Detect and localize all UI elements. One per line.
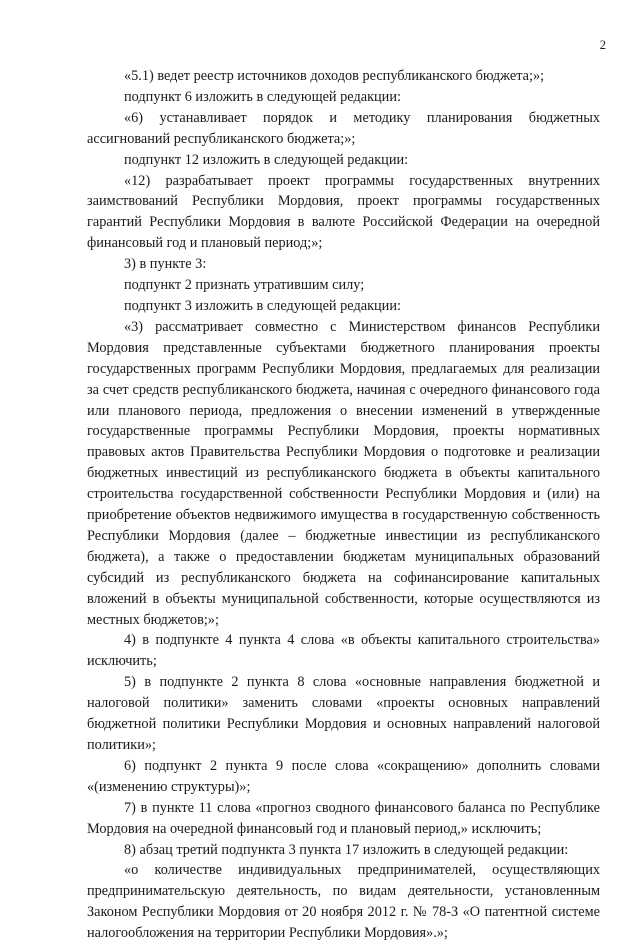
paragraph: 7) в пункте 11 слова «прогноз сводного финансового баланса по Республике Мордовия на очередной финансовый год и плановый период,» исключить; [87,799,600,837]
paragraph: подпункт 2 признать утратившим силу; [124,277,365,294]
document-body [87,66,600,944]
paragraph: 3) в пункте 3: [124,256,207,273]
paragraph: 5) в подпункте 2 пункта 8 слова «основные направления бюджетной и налоговой политики» заменить словами «проекты основных направлений бюджетной политики Республики Мордовия и основных направлений налоговой политики»; [87,674,600,753]
paragraph: подпункт 12 изложить в следующей редакции: [124,151,409,168]
paragraph: 8) абзац третий подпункта 3 пункта 17 изложить в следующей редакции: [124,841,569,858]
paragraph: «5.1) ведет реестр источников доходов республиканского бюджета;»; [124,68,545,84]
paragraph: «3) рассматривает совместно с Министерством финансов Республики Мордовия представленные субъектами бюджетного планирования проекты государственных программ Республики Мордовия, предлагаемых для реализации за счет средств республиканского бюджета, начиная с очередного финансового года или планового периода, предложения о внесении изменений в утвержденные государственные программы Республики Мордовия, проекты нормативных правовых актов Правительства Республики Мордовия о подготовке и реализации бюджетных инвестиций из республиканского бюджета в объекты капитального строительства государственной собственности Республики Мордовия и (или) на приобретение объектов недвижимого имущества в государственную собственность Республики Мордовия (далее – бюджетные инвестиции из республиканского бюджета), а также о предоставлении бюджетам муниципальных образований субсидий из республиканского бюджета на софинансирование капитальных вложений в объекты муниципальной собственности, которые осуществляются из местных бюджетов;»; [87,318,600,628]
page-number: 2 [599,38,606,52]
paragraph: «6) устанавливает порядок и методику планирования бюджетных ассигнований республиканского бюджета;»; [87,109,600,147]
paragraph: 4) в подпункте 4 пункта 4 слова «в объекты капитального строительства» исключить; [87,632,600,670]
paragraph: «о количестве индивидуальных предпринимателей, осуществляющих предпринимательскую деятельность, по видам деятельности, установленным Законом Республики Мордовия от 20 ноября 2012 г. № 78-З «О патентной системе налогообложения на территории Республики Мордовия».»; [87,862,600,942]
paragraph: «12) разрабатывает проект программы государственных внутренних заимствований Республики Мордовия, проект программы государственных гарантий Республики Мордовия в валюте Российской Федерации на очередной финансовый год и плановый период;»; [87,172,600,252]
paragraph: подпункт 3 изложить в следующей редакции: [124,297,401,314]
paragraph: 6) подпункт 2 пункта 9 после слова «сокращению» дополнить словами «(изменению структуры)»; [87,757,600,795]
paragraph: подпункт 6 изложить в следующей редакции: [124,88,401,105]
